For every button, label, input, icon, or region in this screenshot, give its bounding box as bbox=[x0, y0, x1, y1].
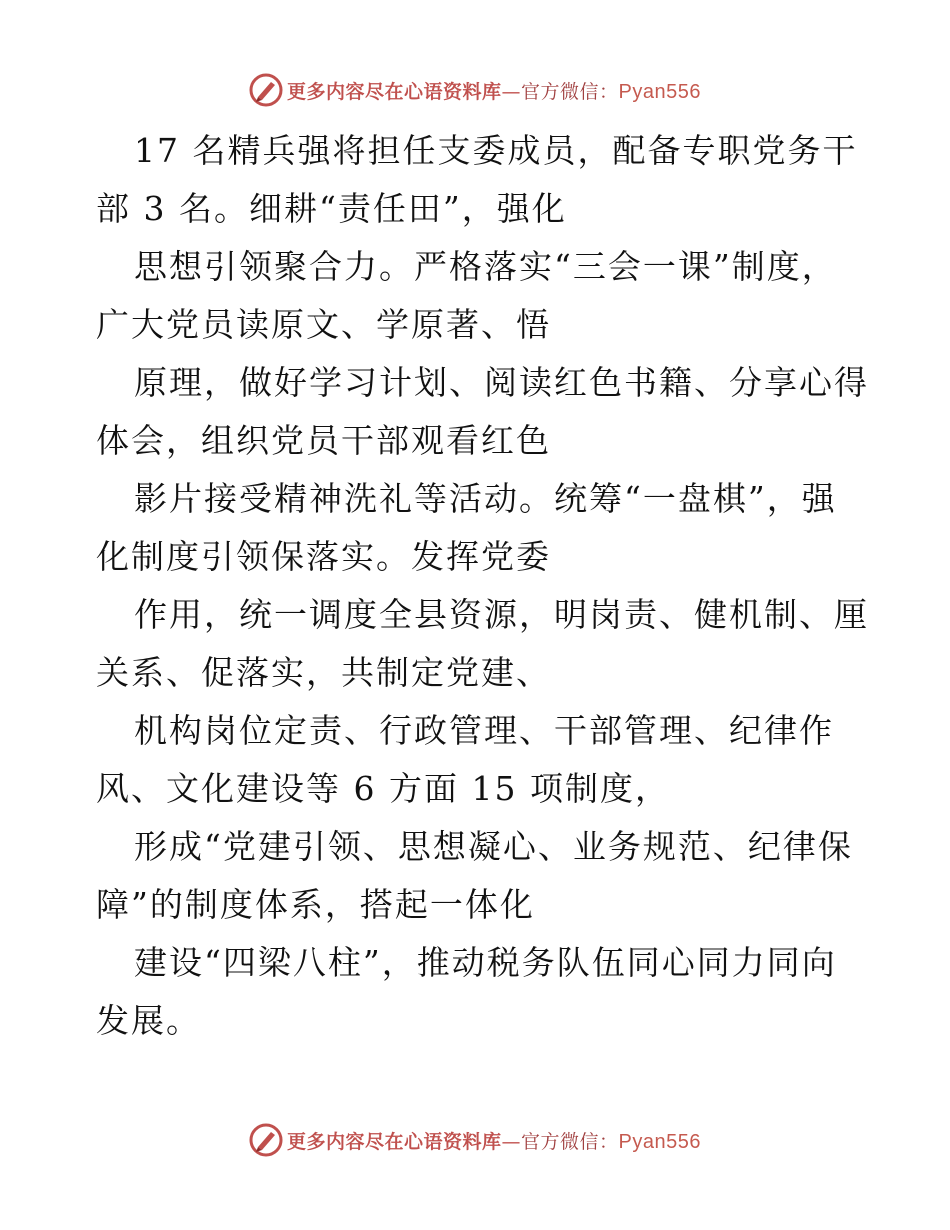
pen-logo-icon bbox=[249, 73, 283, 107]
watermark-separator: — bbox=[501, 1130, 522, 1153]
pen-logo-icon bbox=[249, 1123, 283, 1157]
body-line-6: 体会，组织党员干部观看红色 bbox=[96, 421, 551, 460]
watermark-wechat-id: Pyan556 bbox=[618, 80, 701, 103]
body-line-11: 机构岗位定责、行政管理、干部管理、纪律作 bbox=[134, 711, 834, 750]
body-line-7: 影片接受精神洗礼等活动。统筹“一盘棋”，强 bbox=[134, 479, 837, 518]
body-line-3: 思想引领聚合力。严格落实“三会一课”制度， bbox=[134, 247, 837, 286]
body-line-1: 17 名精兵强将担任支委成员，配备专职党务干 bbox=[134, 131, 858, 170]
body-line-15: 建设“四梁八柱”，推动税务队伍同心同力同向 bbox=[134, 943, 837, 982]
watermark-main-text: 更多内容尽在心语资料库 bbox=[287, 80, 502, 103]
body-line-10: 关系、促落实，共制定党建、 bbox=[96, 653, 551, 692]
watermark-wechat-label: 官方微信： bbox=[521, 80, 619, 103]
document-body bbox=[96, 122, 869, 1050]
header-watermark bbox=[0, 70, 950, 110]
body-line-16: 发展。 bbox=[96, 1001, 201, 1040]
watermark-wechat-id: Pyan556 bbox=[618, 1130, 701, 1153]
body-line-2: 部 3 名。细耕“责任田”，强化 bbox=[96, 189, 567, 228]
watermark-separator: — bbox=[501, 80, 522, 103]
body-line-5: 原理，做好学习计划、阅读红色书籍、分享心得 bbox=[134, 363, 869, 402]
body-line-14: 障”的制度体系，搭起一体化 bbox=[96, 885, 535, 924]
body-line-9: 作用，统一调度全县资源，明岗责、健机制、厘 bbox=[134, 595, 869, 634]
watermark-text bbox=[287, 1127, 701, 1154]
watermark-main-text: 更多内容尽在心语资料库 bbox=[287, 1130, 502, 1153]
body-line-8: 化制度引领保落实。发挥党委 bbox=[96, 537, 551, 576]
body-line-12: 风、文化建设等 6 方面 15 项制度， bbox=[96, 769, 670, 808]
body-line-13: 形成“党建引领、思想凝心、业务规范、纪律保 bbox=[134, 827, 853, 866]
watermark-wechat-label: 官方微信： bbox=[521, 1130, 619, 1153]
body-line-4: 广大党员读原文、学原著、悟 bbox=[96, 305, 551, 344]
watermark-text bbox=[287, 77, 701, 104]
footer-watermark bbox=[0, 1120, 950, 1160]
